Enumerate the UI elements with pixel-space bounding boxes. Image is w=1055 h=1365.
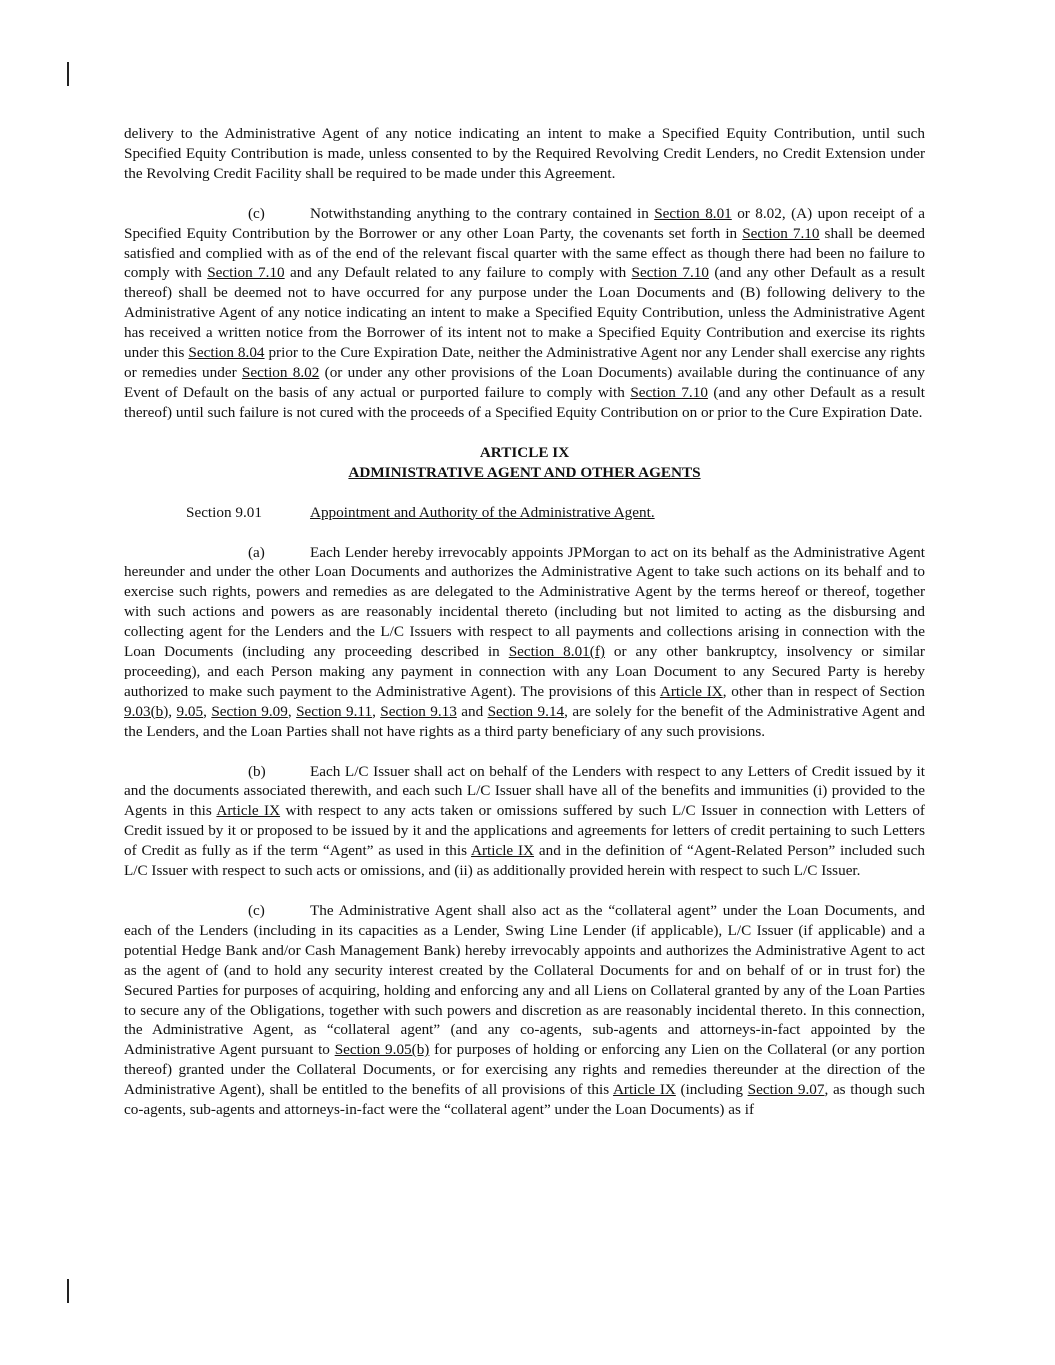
cross-reference-link: Section 9.11 — [296, 702, 373, 720]
cross-reference-link: 9.05 — [176, 702, 204, 720]
cross-reference-link: Section 7.10 — [630, 383, 708, 401]
paragraph-c-cure-right: (c) Notwithstanding anything to the contrary contained in Section 8.01 or 8.02, (A) upon receipt of a Specified Equity Contribution by the Borrower or any other Loan Party, the covenants set forth in Section 7.10 shall be deemed satisfied and complied with as of the end of the relevant fiscal quarter with the same effect as though there had been no failure to comply with Section 7.10 and any Default related to any failure to comply with Section 7.10 (and any other Default as a result thereof) shall be deemed not to have occurred for any purpose under the Loan Documents and (B) following delivery to the Administrative Agent of any notice indicating an intent to make a Specified Equity Contribution, unless the Administrative Agent has received a written notice from the Borrower of its intent not to make a Specified Equity Contribution and exercise its rights under this Section 8.04 prior to the Cure Expiration Date, neither the Administrative Agent nor any Lender shall exercise any rights or remedies under Section 8.02 (or under any other provisions of the Loan Documents) available during the continuance of any Event of Default on the basis of any actual or purported failure to comply with Section 7.10 (and any other Default as a result thereof) until such failure is not cured with the proceeds of a Specified Equity Contribution on or prior to the Cure Expiration Date. — [124, 204, 926, 421]
revision-bar-top — [67, 62, 69, 86]
cross-reference-link: Article IX — [471, 842, 535, 860]
cross-reference-link: Section 9.14 — [487, 702, 565, 720]
cross-reference-link: Section 9.05(b) — [334, 1041, 430, 1059]
article-title: ADMINISTRATIVE AGENT AND OTHER AGENTS — [348, 463, 701, 481]
paragraph-label: (c) — [248, 204, 265, 222]
cross-reference-link: Section 8.01 — [654, 204, 732, 222]
cross-reference-link: Section 7.10 — [207, 264, 285, 282]
section-title: Appointment and Authority of the Administrative Agent. — [310, 503, 655, 521]
cross-reference-link: Article IX — [216, 802, 281, 820]
cross-reference-link: Section 9.09 — [211, 702, 288, 720]
section-number: Section 9.01 — [186, 503, 262, 521]
cross-reference-link: Section 8.01(f) — [508, 643, 605, 661]
cross-reference-link: Section 9.13 — [380, 702, 457, 720]
cross-reference-link: Section 8.04 — [188, 344, 265, 362]
cross-reference-link: Section 9.07 — [747, 1081, 825, 1099]
paragraph-continuation: delivery to the Administrative Agent of any notice indicating an intent to make a Specified Equity Contribution, until such Specified Equity Contribution is made, unless consented to by the Required Revolving Credit Lenders, no Credit Extension under the Revolving Credit Facility shall be required to be made under this Agreement. — [124, 125, 925, 182]
paragraph-c-collateral-agent: (c) The Administrative Agent shall also act as the “collateral agent” under the Loan Documents, and each of the Lenders (including in its capacities as a Lender, Swing Line Lender (if applicable), L/C Issuer (if applicable) and a potential Hedge Bank and/or Cash Management Bank) hereby irrevocably appoints and authorizes the Administrative Agent to act as the agent of (and to hold any security interest created by the Collateral Documents for and on behalf of or in trust for) the Secured Parties for purposes of acquiring, holding and enforcing any and all Liens on Collateral granted by any of the Loan Parties to secure any of the Obligations, together with such powers and discretion as are reasonably incidental thereto. In this connection, the Administrative Agent, as “collateral agent” (and any co-agents, sub-agents and attorneys-in-fact appointed by the Administrative Agent pursuant to Section 9.05(b) for purposes of holding or enforcing any Lien on the Collateral (or any portion thereof) granted under the Collateral Documents, or for exercising any rights and remedies thereunder at the direction of the Administrative Agent), shall be entitled to the benefits of all provisions of this Article IX (including Section 9.07, as though such co-agents, sub-agents and attorneys-in-fact were the “collateral agent” under the Loan Documents) as if — [124, 902, 925, 1119]
paragraph-label: (a) — [248, 543, 265, 561]
paragraph-label: (c) — [248, 902, 265, 919]
cross-reference-link: Section 7.10 — [742, 224, 820, 242]
document-page — [124, 124, 925, 1120]
revision-bar-bottom — [67, 1279, 69, 1303]
paragraph-a-appointment: (a) Each Lender hereby irrevocably appoints JPMorgan to act on its behalf as the Administrative Agent hereunder and under the other Loan Documents and authorizes the Administrative Agent to take such actions on its behalf and to exercise such rights, powers and remedies as are delegated to the Administrative Agent by the terms hereof or thereof, together with such actions and powers as are reasonably incidental thereto (including but not limited to acting as the disbursing and collecting agent for the Lenders and the L/C Issuers with respect to all payments and collections arising in connection with the Loan Documents (including any proceeding described in Section 8.01(f) or any other bankruptcy, insolvency or similar proceeding), and each Person making any payment in connection with any Loan Document to any Secured Party is hereby authorized to make such payment to the Administrative Agent). The provisions of this Article IX, other than in respect of Section 9.03(b), 9.05, Section 9.09, Section 9.11, Section 9.13 and Section 9.14, are solely for the benefit of the Administrative Agent and the Lenders, and the Loan Parties shall not have rights as a third party beneficiary of any such provisions. — [124, 543, 925, 740]
cross-reference-link: Section 8.02 — [241, 363, 320, 381]
paragraph-label: (b) — [248, 762, 266, 780]
section-heading — [124, 503, 925, 523]
paragraph-b-lc-issuer: (b) Each L/C Issuer shall act on behalf of the Lenders with respect to any Letters of Credit issued by it and the documents associated therewith, and each such L/C Issuer shall have all of the benefits and immunities (i) provided to the Agents in this Article IX with respect to any acts taken or omissions suffered by such L/C Issuer in connection with Letters of Credit issued by it or proposed to be issued by it and the applications and agreements for letters of credit pertaining to such Letters of Credit as fully as if the term “Agent” as used in this Article IX and in the definition of “Agent-Related Person” included such L/C Issuer with respect to such acts or omissions, and (ii) as additionally provided herein with respect to such L/C Issuer. — [124, 762, 925, 880]
article-number: ARTICLE IX — [479, 443, 570, 461]
cross-reference-link: 9.03(b) — [124, 702, 169, 720]
cross-reference-link: Article IX — [659, 682, 723, 700]
cross-reference-link: Section 7.10 — [631, 264, 709, 282]
cross-reference-link: Article IX — [612, 1081, 676, 1099]
